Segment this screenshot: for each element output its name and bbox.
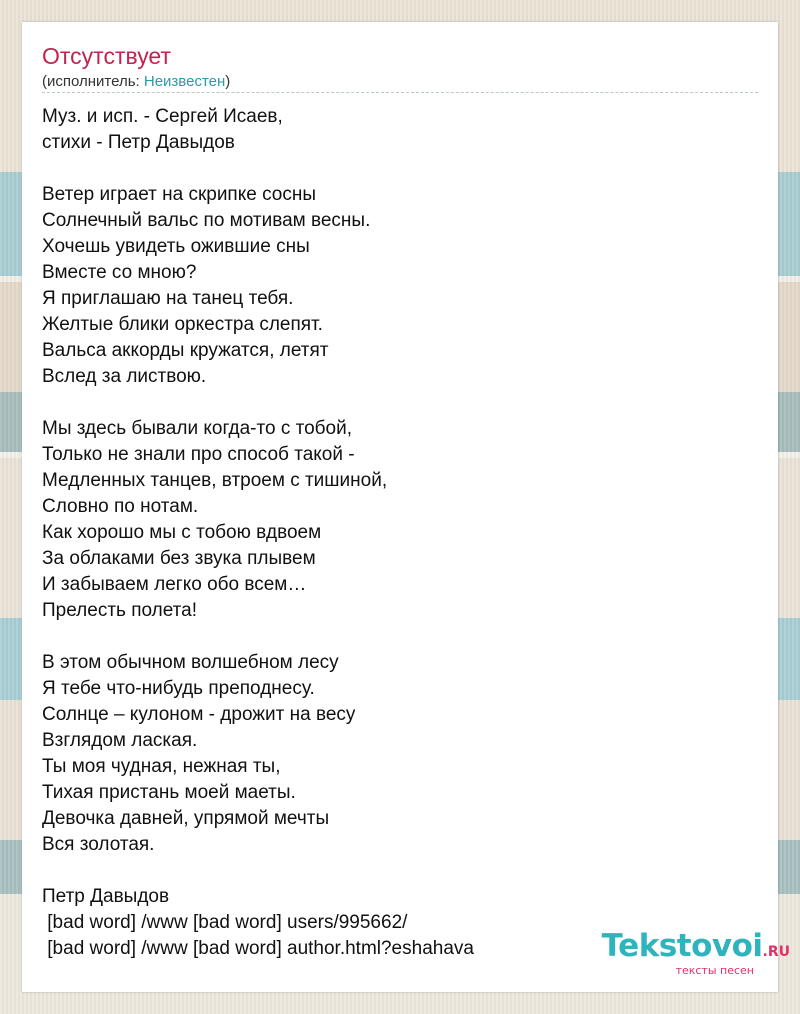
lyrics-blank-line <box>42 624 758 650</box>
song-title: Отсутствует <box>42 43 171 69</box>
lyrics-line: стихи - Петр Давыдов <box>42 132 235 153</box>
lyrics-line: Я приглашаю на танец тебя. <box>42 288 294 309</box>
lyrics-line: За облаками без звука плывем <box>42 548 316 569</box>
lyrics-line: Мы здесь бывали когда-то с тобой, <box>42 418 353 439</box>
logo-tagline: тексты песен <box>675 964 754 977</box>
lyrics-text <box>42 104 758 962</box>
lyrics-line: Прелесть полета! <box>42 600 197 621</box>
artist-suffix: ) <box>225 73 231 90</box>
lyrics-line: Муз. и исп. - Сергей Исаев, <box>42 106 283 127</box>
lyrics-blank-line <box>42 156 758 182</box>
lyrics-line: [bad word] /www [bad word] users/995662/ <box>42 912 408 933</box>
lyrics-line: Желтые блики оркестра слепят. <box>42 314 323 335</box>
lyrics-line: Медленных танцев, втроем с тишиной, <box>42 470 388 491</box>
lyrics-line: Солнце – кулоном - дрожит на весу <box>42 704 356 725</box>
lyrics-line: Солнечный вальс по мотивам весны. <box>42 210 371 231</box>
lyrics-blank-line <box>42 858 758 884</box>
lyrics-line: Вальса аккорды кружатся, летят <box>42 340 329 361</box>
lyrics-line: Только не знали про способ такой - <box>42 444 355 465</box>
artist-line <box>42 72 230 92</box>
lyrics-line: Ветер играет на скрипке сосны <box>42 184 317 205</box>
lyrics-line: Я тебе что-нибудь преподнесу. <box>42 678 315 699</box>
lyrics-line: Вместе со мною? <box>42 262 197 283</box>
lyrics-line: Вся золотая. <box>42 834 155 855</box>
lyrics-line: Вслед за листвою. <box>42 366 207 387</box>
lyrics-line: Петр Давыдов <box>42 886 170 907</box>
lyrics-line: Девочка давней, упрямой мечты <box>42 808 330 829</box>
lyrics-card <box>22 22 778 992</box>
artist-prefix: (исполнитель: <box>42 73 144 90</box>
lyrics-line: Как хорошо мы с тобою вдвоем <box>42 522 322 543</box>
logo-tld: .RU <box>762 944 790 960</box>
lyrics-blank-line <box>42 390 758 416</box>
site-logo[interactable] <box>601 928 790 977</box>
lyrics-line: И забываем легко обо всем… <box>42 574 307 595</box>
lyrics-line: Тихая пристань моей маеты. <box>42 782 296 803</box>
lyrics-line: [bad word] /www [bad word] author.html?eshahava <box>42 938 474 959</box>
logo-main-text: Tekstovoi <box>601 928 763 964</box>
title-divider <box>42 92 758 93</box>
lyrics-line: Хочешь увидеть ожившие сны <box>42 236 310 257</box>
lyrics-line: Ты моя чудная, нежная ты, <box>42 756 281 777</box>
lyrics-line: В этом обычном волшебном лесу <box>42 652 339 673</box>
lyrics-line: Словно по нотам. <box>42 496 199 517</box>
artist-link[interactable]: Неизвестен <box>143 73 226 90</box>
lyrics-line: Взглядом лаская. <box>42 730 198 751</box>
